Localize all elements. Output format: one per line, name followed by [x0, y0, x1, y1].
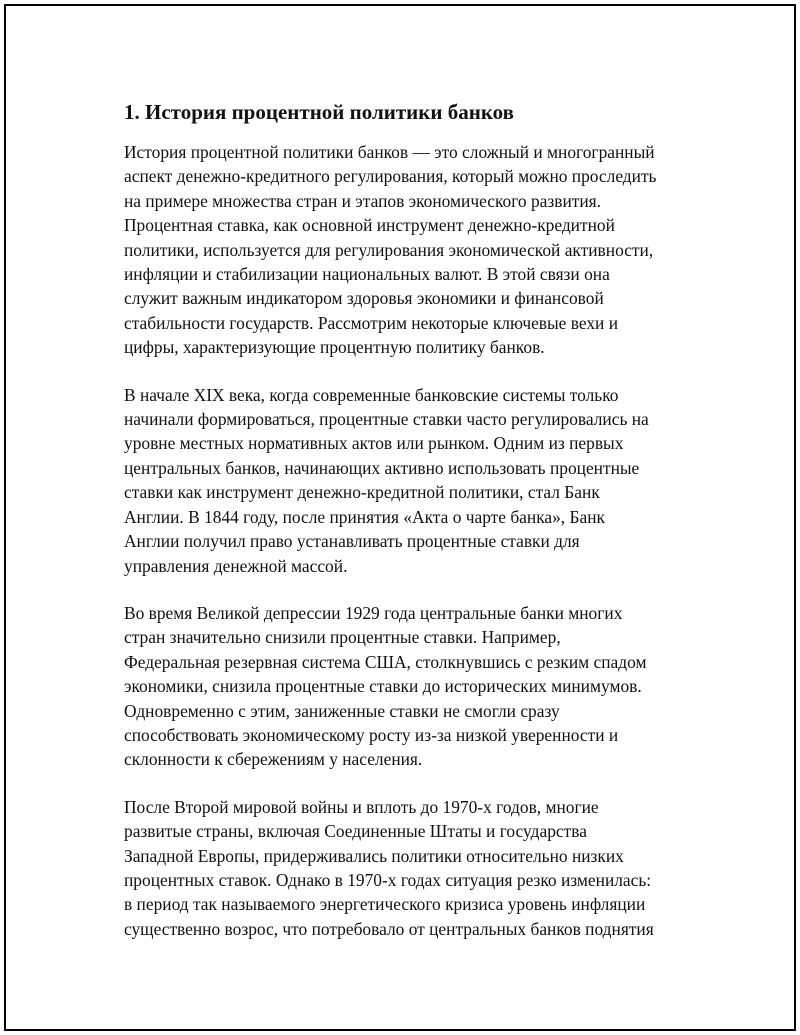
paragraph-line: политики, используется для регулирования экономической активности,: [124, 239, 654, 260]
paragraph-line: существенно возрос, что потребовало от центральных банков поднятия: [124, 918, 654, 939]
paragraph-line: склонности к сбережениям у населения.: [124, 749, 423, 770]
paragraph-line: начинали формироваться, процентные ставки часто регулировались на: [124, 409, 649, 430]
paragraph-line: уровне местных нормативных актов или рынком. Одним из первых: [124, 433, 624, 454]
paragraph-line: Во время Великой депрессии 1929 года центральные банки многих: [124, 602, 623, 623]
paragraph-line: аспект денежно-кредитного регулирования, который можно проследить: [124, 166, 657, 187]
paragraph-line: Англии получил право устанавливать процентные ставки для: [124, 531, 580, 552]
paragraph-line: В начале XIX века, когда современные банковские системы только: [124, 384, 619, 405]
page-frame: [4, 4, 796, 1031]
paragraph-line: Процентная ставка, как основной инструмент денежно-кредитной: [124, 215, 615, 236]
paragraph-line: ставки как инструмент денежно-кредитной политики, стал Банк: [124, 482, 600, 503]
paragraph-line: экономики, снизила процентные ставки до исторических минимумов.: [124, 676, 642, 697]
paragraph-line: процентных ставок. Однако в 1970-х годах ситуация резко изменилась:: [124, 869, 652, 890]
paragraph-line: на примере множества стран и этапов экономического развития.: [124, 190, 602, 211]
paragraph-3: [124, 601, 704, 772]
paragraph-line: Англии. В 1844 году, после принятия «Акта о чарте банка», Банк: [124, 506, 605, 527]
paragraph-line: развитые страны, включая Соединенные Штаты и государства: [124, 821, 587, 842]
paragraph-line: способствовать экономическому росту из-за низкой уверенности и: [124, 724, 619, 745]
paragraph-line: Федеральная резервная система США, столкнувшись с резким спадом: [124, 651, 647, 672]
paragraph-2: [124, 383, 704, 578]
paragraph-line: управления денежной массой.: [124, 555, 348, 576]
paragraph-line: инфляции и стабилизации национальных валют. В этой связи она: [124, 264, 610, 285]
paragraph-line: История процентной политики банков — это сложный и многогранный: [124, 142, 655, 162]
paragraph-line: стабильности государств. Рассмотрим некоторые ключевые вехи и: [124, 312, 619, 333]
paragraphs-container: [124, 140, 704, 941]
paragraph-line: в период так называемого энергетического кризиса уровень инфляции: [124, 894, 646, 915]
paragraph-line: Западной Европы, придерживались политики относительно низких: [124, 845, 624, 866]
paragraph-4: [124, 795, 704, 941]
paragraph-line: Одновременно с этим, заниженные ставки не смогли сразу: [124, 700, 560, 721]
paragraph-line: цифры, характеризующие процентную политику банков.: [124, 337, 545, 358]
paragraph-line: стран значительно снизили процентные ставки. Например,: [124, 627, 561, 648]
paragraph-1: [124, 140, 704, 360]
paragraph-line: служит важным индикатором здоровья экономики и финансовой: [124, 288, 604, 309]
section-title: 1. История процентной политики банков: [124, 100, 514, 124]
document-body: [124, 98, 704, 964]
paragraph-line: центральных банков, начинающих активно использовать процентные: [124, 457, 640, 478]
paragraph-line: После Второй мировой войны и вплоть до 1970-х годов, многие: [124, 796, 599, 817]
